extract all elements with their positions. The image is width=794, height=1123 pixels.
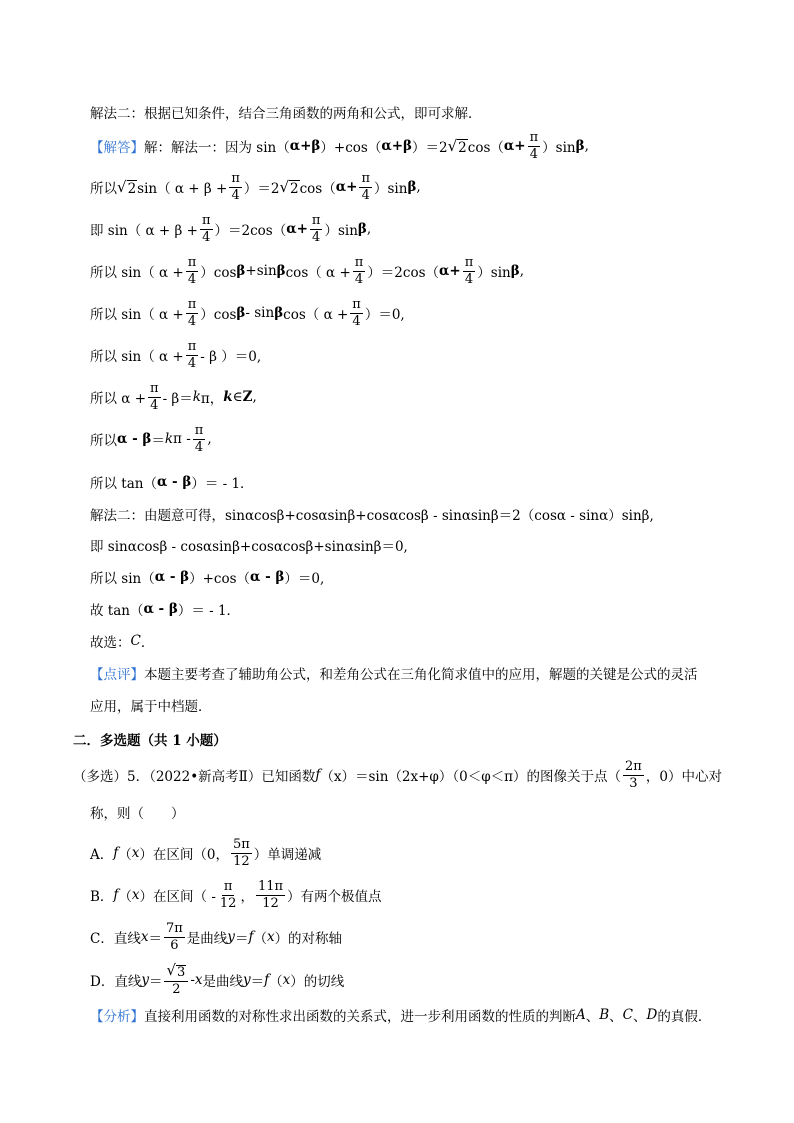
analysis-line: 【分析】 直接利用函数的对称性求出函数的关系式，进一步利用函数的性质的判断 A 、 B 、 C 、 D 的真假． [90, 1007, 712, 1025]
option-d: D．直线 y ＝ √ 3 2 - x 是曲线 y ＝ f （ x ）的切线 [90, 961, 345, 997]
question-5-line-1: （多选）5．（2022•新高考Ⅱ）已知函数 f （x）＝sin（2x+φ）（0＜φ＜π）的图像关于点（ $\frac{2\pi}{3}$ ，0）中心对 [73, 759, 722, 791]
fraction: $\frac{\pi}{4}$ [201, 213, 211, 245]
sqrt-symbol: √ 3 [166, 961, 186, 980]
sqrt-symbol: √ 2 [117, 177, 137, 197]
option-b: B． f （ x ）在区间（ - $\frac{\pi}{12}$ ， $\frac{11\pi}{12}$ ）有两个极值点 [90, 879, 382, 911]
fraction: $\frac{\pi}{4}$ [529, 130, 539, 162]
fraction: $\frac{\pi}{12}$ [219, 879, 237, 911]
analysis-tag: 【分析】 [90, 1009, 144, 1025]
solution-line-2: 所以 √ 2 sin（ α + β + $\frac{\pi}{4}$ ）＝2 √ 2 cos（ α+ $\frac{\pi}{4}$ ）sin β , [90, 171, 421, 203]
fraction: $\frac{7\pi}{6}$ [165, 921, 183, 953]
section-heading: 二．多选题（共 1 小题） [73, 733, 227, 749]
method-two-line-2: 即 sinαcosβ - cosαsinβ+cosαcosβ+sinαsinβ＝0, [90, 539, 408, 555]
comment-line-2: 应用，属于中档题． [90, 699, 212, 715]
fraction: $\frac{\pi}{4}$ [187, 297, 197, 329]
fraction: $\frac{\pi}{4}$ [352, 297, 361, 329]
sqrt-symbol: √ 2 [447, 136, 467, 156]
comment-line-1: 【点评】 本题主要考查了辅助角公式，和差角公式在三角化简求值中的应用，解题的关键是公式的灵活 [90, 663, 764, 683]
fraction: √ 3 2 [164, 963, 188, 996]
fraction: $\frac{\pi}{4}$ [231, 171, 240, 203]
fraction: $\frac{\pi}{4}$ [361, 171, 370, 203]
solution-line-7: 所以 α + $\frac{\pi}{4}$ - β＝ k π， k ∈ Z , [90, 381, 257, 413]
fraction: $\frac{11\pi}{12}$ [257, 879, 284, 911]
option-c: C．直线 x ＝ $\frac{7\pi}{6}$ 是曲线 y ＝ f （ x ）的对称轴 [90, 921, 343, 953]
fraction: $\frac{2\pi}{3}$ [625, 759, 642, 791]
solution-line-6: 所以 sin（ α + $\frac{\pi}{4}$ - β ）＝0, [90, 339, 262, 371]
fraction: $\frac{\pi}{4}$ [150, 381, 159, 413]
fraction: $\frac{\pi}{4}$ [187, 339, 197, 371]
option-a: A． f （ x ）在区间（0， $\frac{5\pi}{12}$ ）单调递减 [90, 837, 322, 869]
question-5-line-2: 称，则（ ） [90, 806, 185, 822]
fraction: $\frac{\pi}{4}$ [464, 255, 474, 287]
method-two-line-1: 解法二：由题意可得，sinαcosβ+cosαsinβ+cosαcosβ - sinαsinβ＝2（cosα - sinα）sinβ, [90, 508, 654, 524]
solution-line-3: 即 sin（ α + β + $\frac{\pi}{4}$ ）＝2cos（ α+ $\frac{\pi}{4}$ ）sin β , [90, 213, 372, 245]
answer-choice: 故选： C ． [90, 633, 155, 651]
solution-line-1: 【解答】 解：解法一：因为 sin（ α+β ）+cos（ α+β ）＝2 √ 2 cos（ α+ $\frac{\pi}{4}$ ）sin β , [90, 130, 589, 162]
fraction: $\frac{5\pi}{12}$ [232, 837, 250, 869]
sqrt-symbol: √ 2 [279, 177, 299, 197]
answer-tag: 【解答】 [90, 140, 144, 157]
solution-line-8: 所以 α - β ＝ k π - $\frac{\pi}{4}$ , [90, 423, 212, 455]
solution-line-5: 所以 sin（ α + $\frac{\pi}{4}$ ）cos β - sin β cos（ α + $\frac{\pi}{4}$ ）＝0, [90, 297, 405, 329]
fraction: $\frac{\pi}{4}$ [311, 213, 321, 245]
fraction: $\frac{\pi}{4}$ [354, 255, 364, 287]
fraction: $\frac{\pi}{4}$ [194, 423, 204, 455]
fraction: $\frac{\pi}{4}$ [187, 255, 197, 287]
comment-tag: 【点评】 [90, 667, 144, 683]
solution-line-4: 所以 sin（ α + $\frac{\pi}{4}$ ）cos β +sin β cos（ α + $\frac{\pi}{4}$ ）＝2cos（ α+ $\frac{\pi}{4}$ ）sin β , [90, 255, 524, 287]
method-two-line-3: 所以 sin（ α - β ）+cos（ α - β ）＝0, [90, 569, 325, 587]
solution-line-9: 所以 tan（ α - β ）＝ - 1． [90, 474, 254, 492]
solution-method-two-hint: 解法二：根据已知条件，结合三角函数的两角和公式，即可求解． [90, 106, 482, 122]
method-two-line-4: 故 tan（ α - β ）＝ - 1． [90, 601, 241, 619]
